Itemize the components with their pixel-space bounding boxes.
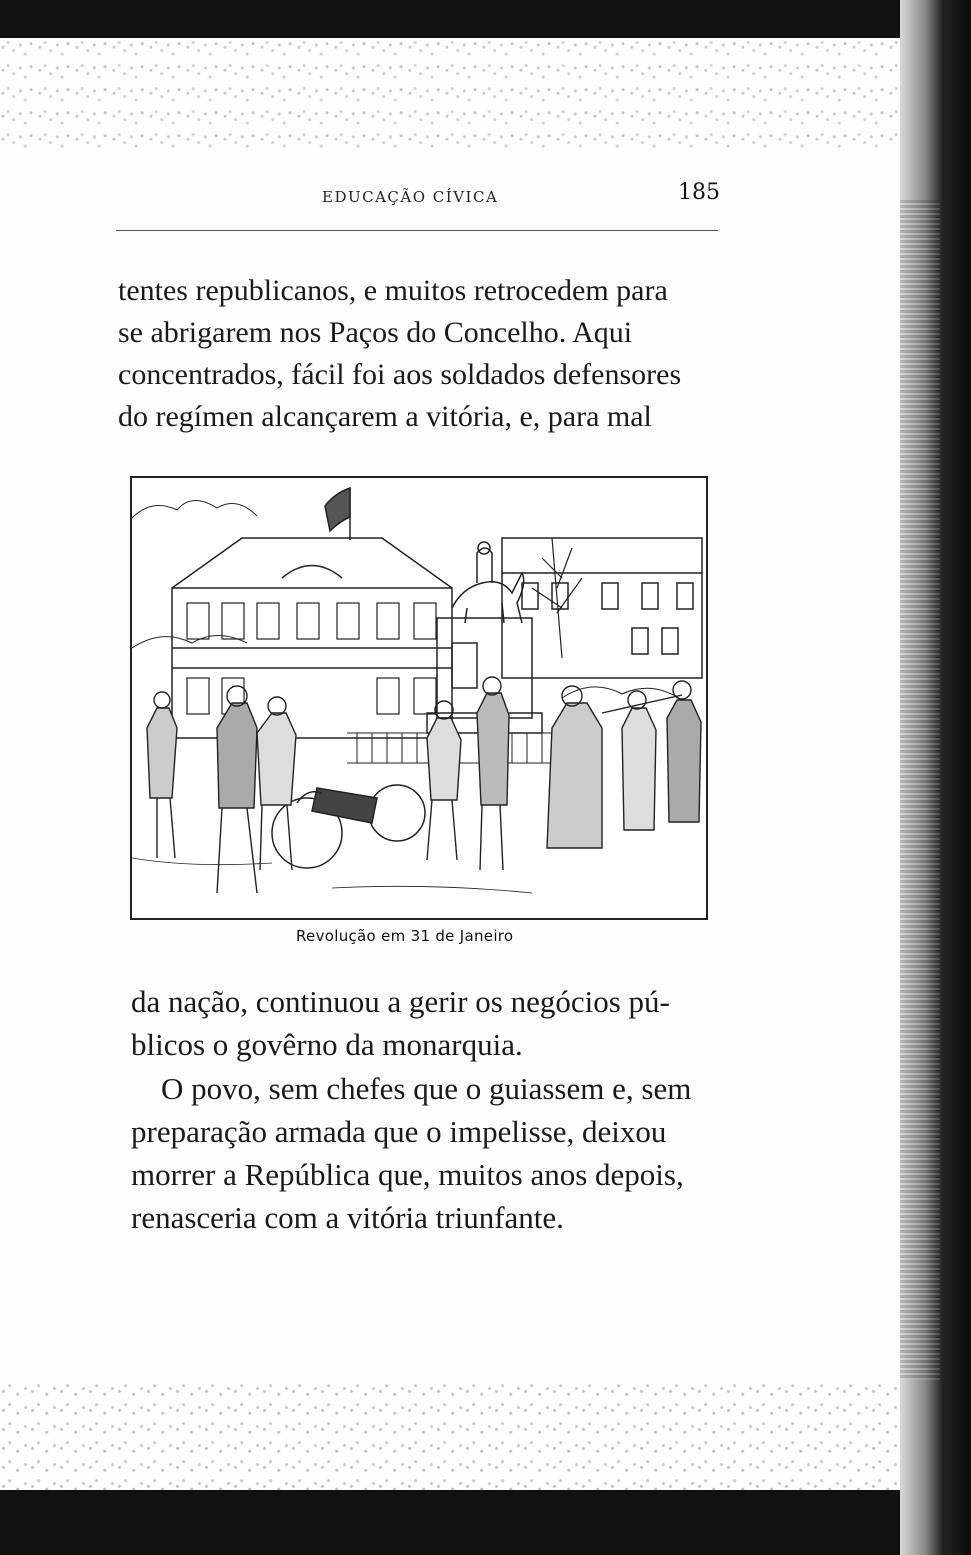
running-head: EDUCAÇÃO CÍVICA xyxy=(322,188,499,206)
text-line: do regímen alcançarem a vitória, e, para mal xyxy=(118,400,652,433)
text-line: morrer a República que, muitos anos depois, xyxy=(131,1157,684,1192)
paragraph-2 xyxy=(131,980,735,1066)
text-line: O povo, sem chefes que o guiassem e, sem xyxy=(161,1071,692,1106)
scan-noise-top xyxy=(0,38,900,148)
text-line: renasceria com a vitória triunfante. xyxy=(131,1200,564,1235)
text-line: preparação armada que o impelisse, deixou xyxy=(131,1114,667,1149)
paragraph-1 xyxy=(118,270,722,438)
paragraph-3 xyxy=(131,1067,735,1239)
illustration-frame xyxy=(130,476,708,920)
text-line: blicos o govêrno da monarquia. xyxy=(131,1027,523,1062)
scan-noise-bottom xyxy=(0,1380,900,1490)
scan-edge-strip xyxy=(900,200,940,1380)
text-line: concentrados, fácil foi aos soldados defensores xyxy=(118,358,682,391)
text-line: da nação, continuou a gerir os negócios pú- xyxy=(131,984,670,1019)
revolution-illustration xyxy=(132,478,706,918)
text-line: tentes republicanos, e muitos retrocedem para xyxy=(118,274,668,307)
page-number: 185 xyxy=(678,180,720,205)
text-line: se abrigarem nos Paços do Concelho. Aqui xyxy=(118,316,633,349)
header-rule xyxy=(116,230,718,231)
figure-caption: Revolução em 31 de Janeiro xyxy=(296,927,514,945)
